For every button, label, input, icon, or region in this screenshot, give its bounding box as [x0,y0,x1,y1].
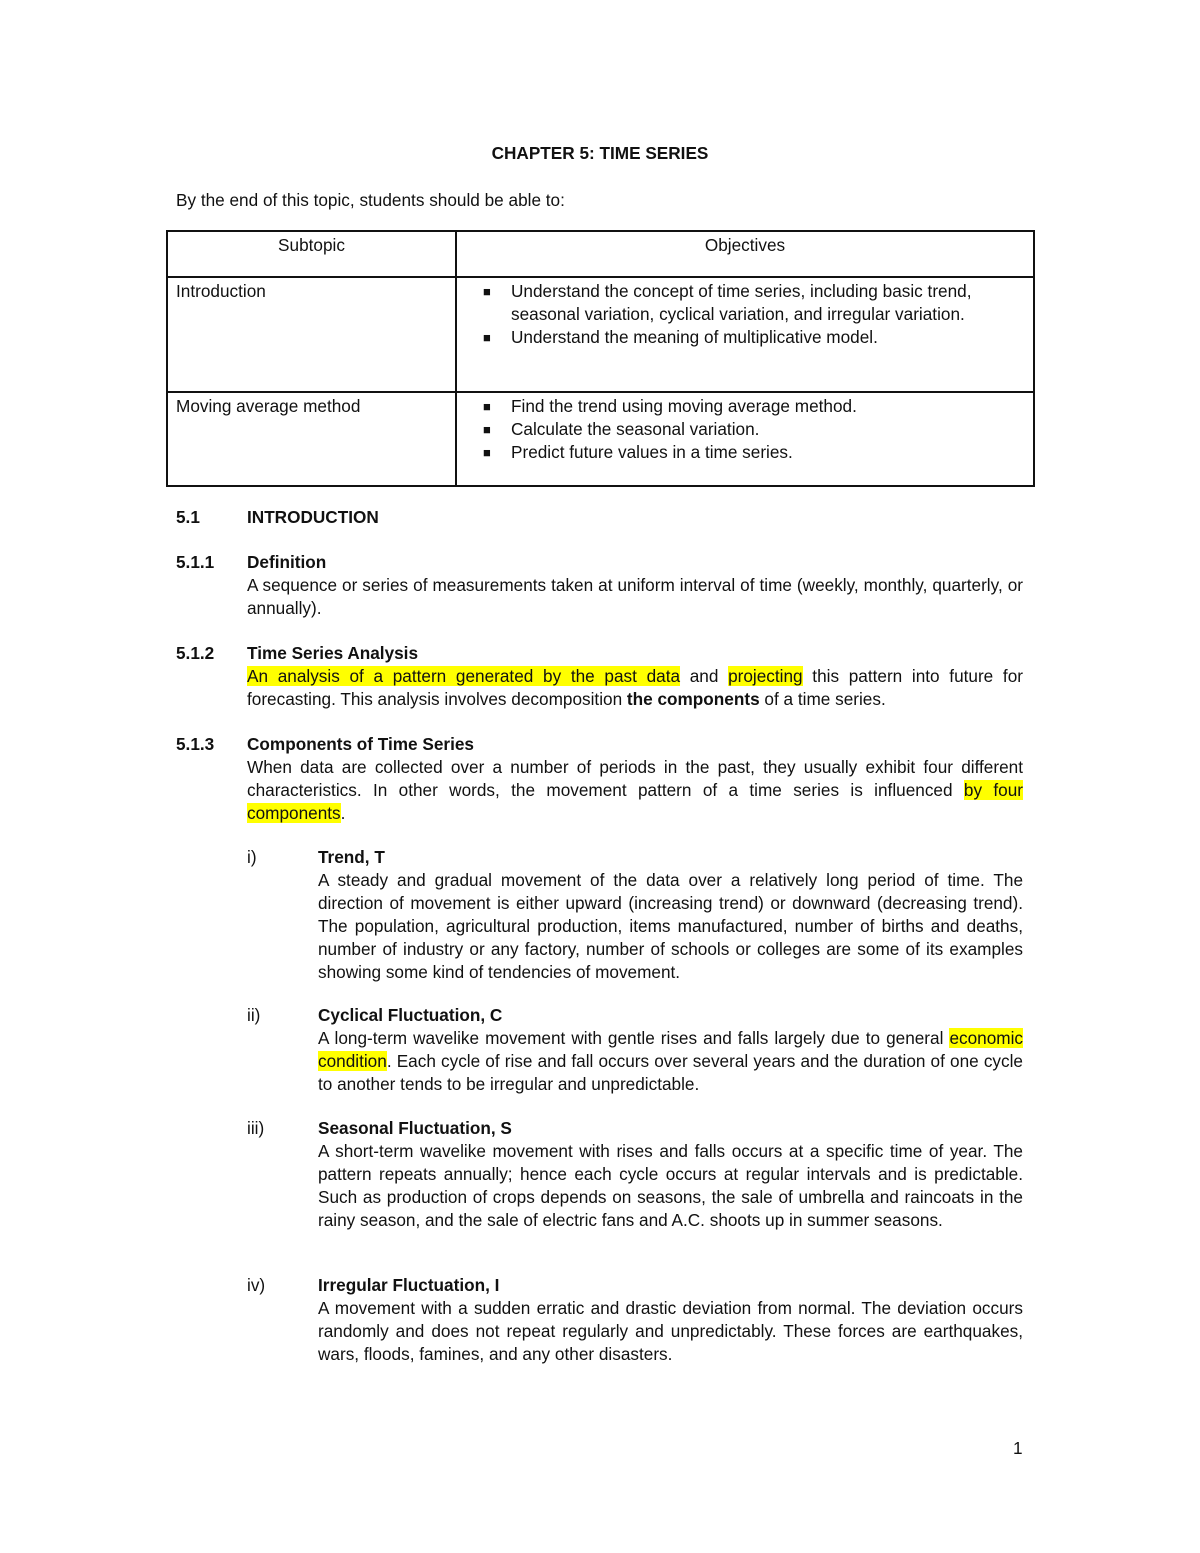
highlighted-text: by four components [247,780,1024,823]
square-bullet-icon: ■ [483,422,491,437]
page-number: 1 [1013,1438,1023,1458]
cyclical-title: Cyclical Fluctuation, C [318,1005,503,1025]
definition-text: A sequence or series of measurements taken at uniform interval of time (weekly, monthly, quarterly, or annually). [247,575,1023,618]
trend-title: Trend, T [318,847,385,867]
table-header-row [167,231,1034,277]
item-numeral: iv) [247,1275,266,1295]
subtopic-cell: Moving average method [167,392,456,486]
item-numeral: ii) [247,1005,261,1025]
table-row [167,277,1034,392]
highlighted-text: An analysis of a pattern generated by the past data [247,666,681,686]
seasonal-title: Seasonal Fluctuation, S [318,1118,512,1138]
subsection-title-analysis: Time Series Analysis [247,643,419,663]
objective-item: ■ Find the trend using moving average method. [483,396,857,416]
irregular-text: A movement with a sudden erratic and drastic deviation from normal. The deviation occurs randomly and does not repeat regularly and unpredictably. These forces are earthquakes, wars, floods, famines, and any other disasters. [318,1298,1023,1364]
highlighted-text: economic condition [318,1028,1023,1071]
subtopic-cell: Introduction [167,277,456,392]
objective-item: ■ Understand the meaning of multiplicative model. [483,327,878,347]
objectives-cell [456,277,1034,392]
seasonal-text: A short-term wavelike movement with rises and falls occurs at a specific time of year. The pattern repeats annually; hence each cycle occurs at regular intervals and is predictable. Such as production of crops depends on seasons, the sale of umbrella and raincoats in the rainy season, and the sale of electric fans and A.C. shoots up in summer seasons. [318,1141,1023,1230]
objectives-cell [456,392,1034,486]
subsection-title-definition: Definition [247,552,327,572]
square-bullet-icon: ■ [483,330,491,345]
analysis-text: An analysis of a pattern generated by the past data and projecting this pattern into future for forecasting. This analysis involves decomposition the components of a time series. [247,666,1023,709]
irregular-title: Irregular Fluctuation, I [318,1275,500,1295]
section-title: INTRODUCTION [247,507,379,527]
square-bullet-icon: ■ [483,399,491,414]
chapter-title: CHAPTER 5: TIME SERIES [491,143,709,163]
table-row [167,392,1034,486]
objectives-table [166,230,1035,487]
square-bullet-icon: ■ [483,445,491,460]
item-numeral: iii) [247,1118,265,1138]
objective-item: ■ Calculate the seasonal variation. [483,419,760,439]
subsection-number-513: 5.1.3 [176,734,215,754]
components-text: When data are collected over a number of periods in the past, they usually exhibit four different characteristics. In other words, the movement pattern of a time series is influenced by four components. [247,757,1024,823]
trend-text: A steady and gradual movement of the data over a relatively long period of time. The direction of movement is either upward (increasing trend) or downward (decreasing trend). The population, agricultural production, items manufactured, number of births and deaths, number of industry or any factory, number of schools or colleges are some of its examples showing some kind of tendencies of movement. [318,870,1023,982]
bold-text: the components [626,689,760,709]
header-objectives: Objectives [456,231,1034,277]
subsection-title-components: Components of Time Series [247,734,474,754]
square-bullet-icon: ■ [483,284,491,299]
highlighted-text: projecting [728,666,803,686]
subsection-number-511: 5.1.1 [176,552,215,572]
objectives-list [465,395,1025,464]
intro-text: By the end of this topic, students should be able to: [176,190,565,210]
subsection-number-512: 5.1.2 [176,643,215,663]
objective-item: ■ Understand the concept of time series, including basic trend, seasonal variation, cyclical variation, and irregular variation. [483,281,972,324]
cyclical-text: A long-term wavelike movement with gentle rises and falls largely due to general economic condition. Each cycle of rise and fall occurs over several years and the duration of one cycle to another tends to be irregular and unpredictable. [318,1028,1023,1094]
objective-item: ■ Predict future values in a time series. [483,442,793,462]
item-numeral: i) [247,847,257,867]
header-subtopic: Subtopic [167,231,456,277]
section-number: 5.1 [176,507,200,527]
objectives-list [465,280,1025,349]
